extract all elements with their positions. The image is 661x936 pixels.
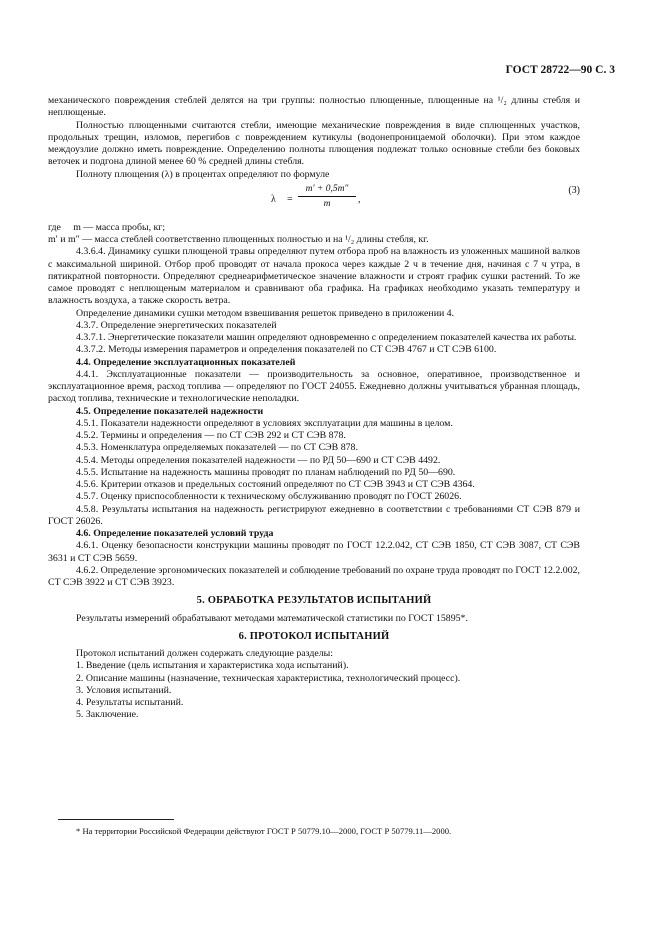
clause-4-6-1: 4.6.1. Оценку безопасности конструкции машины проводят по ГОСТ 12.2.042, СТ СЭВ 1850, СТ СЭВ 3087, СТ СЭВ 3631 и СТ СЭВ 5659.: [48, 540, 580, 564]
formula-numerator: m′ + 0,5m″: [305, 183, 349, 194]
list-item: 5. Заключение.: [76, 709, 139, 721]
section-6-text: Протокол испытаний должен содержать следующие разделы:: [76, 648, 334, 659]
list-item: 1. Введение (цель испытания и характеристика хода испытаний).: [76, 660, 349, 672]
section-5-title: 5. ОБРАБОТКА РЕЗУЛЬТАТОВ ИСПЫТАНИЙ: [196, 595, 432, 607]
footnote: * На территории Российской Федерации действуют ГОСТ Р 50779.10—2000, ГОСТ Р 50779.11—2000.: [76, 826, 452, 836]
paragraph-continuation: механического повреждения стеблей делятся на три группы: полностью плющенные, плющенные на ¹/₂ длины стебля и неплющеные.: [48, 95, 580, 119]
heading-4-6: 4.6. Определение показателей условий труда: [76, 528, 274, 539]
paragraph-full-flattening: Полностью плющенными считаются стебли, имеющие механические повреждения в виде сплющенных участков, продольных трещин, изломов, перегибов с повреждением кутикулы (водонепроницаемой оболочки). При этом каждое междоузлие должно иметь повреждение. Определению полноты плющения подлежат только основные стебли без боковых веточек и подгона длиной менее 60 % средней длины стебля.: [48, 119, 580, 168]
clause-4-3-7: 4.3.7. Определение энергетических показателей: [76, 319, 277, 331]
clause-4-6-2: 4.6.2. Определение эргономических показателей и соблюдение требований по охране труда проводят по ГОСТ 12.2.002, СТ СЭВ 3922 и СТ СЭВ 3923.: [48, 564, 580, 588]
formula-equals: =: [287, 193, 293, 205]
document-body: [48, 95, 580, 722]
fraction-bar: [298, 196, 356, 197]
footnote-divider: [58, 819, 174, 820]
section-6-title: 6. ПРОТОКОЛ ИСПЫТАНИЙ: [238, 630, 390, 642]
clause-4-3-7-1: 4.3.7.1. Энергетические показатели машин определяют одновременно с определением показателей качества их работы.: [76, 332, 577, 343]
clause-4-3-6-4: 4.3.6.4. Динамику сушки плющеной травы определяют путем отбора проб на влажность из уложенных машиной валков с максимальной шириной. Отбор проб проводят от начала прокоса через каждые 2 ч в течение дня, начиная с 7 ч утра, в пятикратной повторности. Определяют среднеарифметическое значение влажности и строят график сушки растений. То же самое проводят с неплющеным материалом и сравнивают оба графика. На графиках необходимо указать температуру и влажность воздуха, а также скорость ветра.: [48, 246, 580, 307]
heading-4-4: 4.4. Определение эксплуатационных показателей: [76, 356, 296, 368]
formula-3: [48, 183, 580, 219]
formula-lhs: λ: [271, 193, 276, 205]
clause-4-5-8: 4.5.8. Результаты испытания на надежность регистрируют ежедневно в соответствии с требованиями СТ СЭВ 879 и ГОСТ 26026.: [48, 503, 580, 527]
section-5-text: Результаты измерений обрабатывают методами математической статистики по ГОСТ 15895*.: [76, 612, 468, 624]
paragraph-formula-intro: Полноту плющения (λ) в процентах определяют по формуле: [76, 168, 330, 180]
clause-4-5-2: 4.5.2. Термины и определения — по СТ СЭВ 292 и СТ СЭВ 878.: [76, 430, 346, 441]
list-item: 4. Результаты испытаний.: [76, 697, 184, 708]
paragraph-drying-dynamics: Определение динамики сушки методом взвешивания решеток приведено в приложении 4.: [76, 307, 455, 319]
protocol-sections-list: [48, 660, 580, 721]
clause-4-5-3: 4.5.3. Номенклатура определяемых показателей — по СТ СЭВ 878.: [76, 442, 358, 454]
page-header: ГОСТ 28722—90 С. 3: [505, 64, 615, 76]
clause-4-5-6: 4.5.6. Критерии отказов и предельных состояний определяют по СТ СЭВ 3943 и СТ СЭВ 4364.: [76, 479, 475, 490]
formula-comma: ,: [358, 193, 361, 205]
clause-4-4-1: 4.4.1. Эксплуатационные показатели — производительность за основное, оперативное, производственное и эксплуатационное время, расход топлива — определяют по ГОСТ 24055. Ежедневно должны учитываться убранная площадь, расход топлива, технические и технологические неполадки.: [48, 368, 580, 405]
list-item: 3. Условия испытаний.: [76, 684, 172, 696]
clause-4-5-5: 4.5.5. Испытание на надежность машины проводят по планам наблюдений по РД 50—690.: [76, 466, 456, 478]
where-line-1: где m — масса пробы, кг;: [48, 221, 166, 233]
clause-4-5-4: 4.5.4. Методы определения показателей надежности — по РД 50—690 и СТ СЭВ 4492.: [76, 454, 441, 466]
formula-number: (3): [568, 184, 580, 196]
where-line-2: m′ и m″ — масса стеблей соответственно плющенных полностью и на ¹/₂ длины стебля, кг.: [48, 234, 429, 245]
clause-4-3-7-2: 4.3.7.2. Методы измерения параметров и определения показателей по СТ СЭВ 4767 и СТ СЭВ 6100.: [76, 344, 497, 356]
clause-4-5-7: 4.5.7. Оценку приспособленности к техническому обслуживанию проводят по ГОСТ 26026.: [76, 491, 462, 503]
list-item: 2. Описание машины (назначение, техническая характеристика, технологический процесс).: [76, 672, 461, 684]
formula-denominator: m: [323, 198, 331, 209]
formula-fraction: [298, 183, 356, 210]
heading-4-5: 4.5. Определение показателей надежности: [76, 405, 264, 417]
clause-4-5-1: 4.5.1. Показатели надежности определяют в условиях эксплуатации для машины в целом.: [76, 417, 453, 429]
